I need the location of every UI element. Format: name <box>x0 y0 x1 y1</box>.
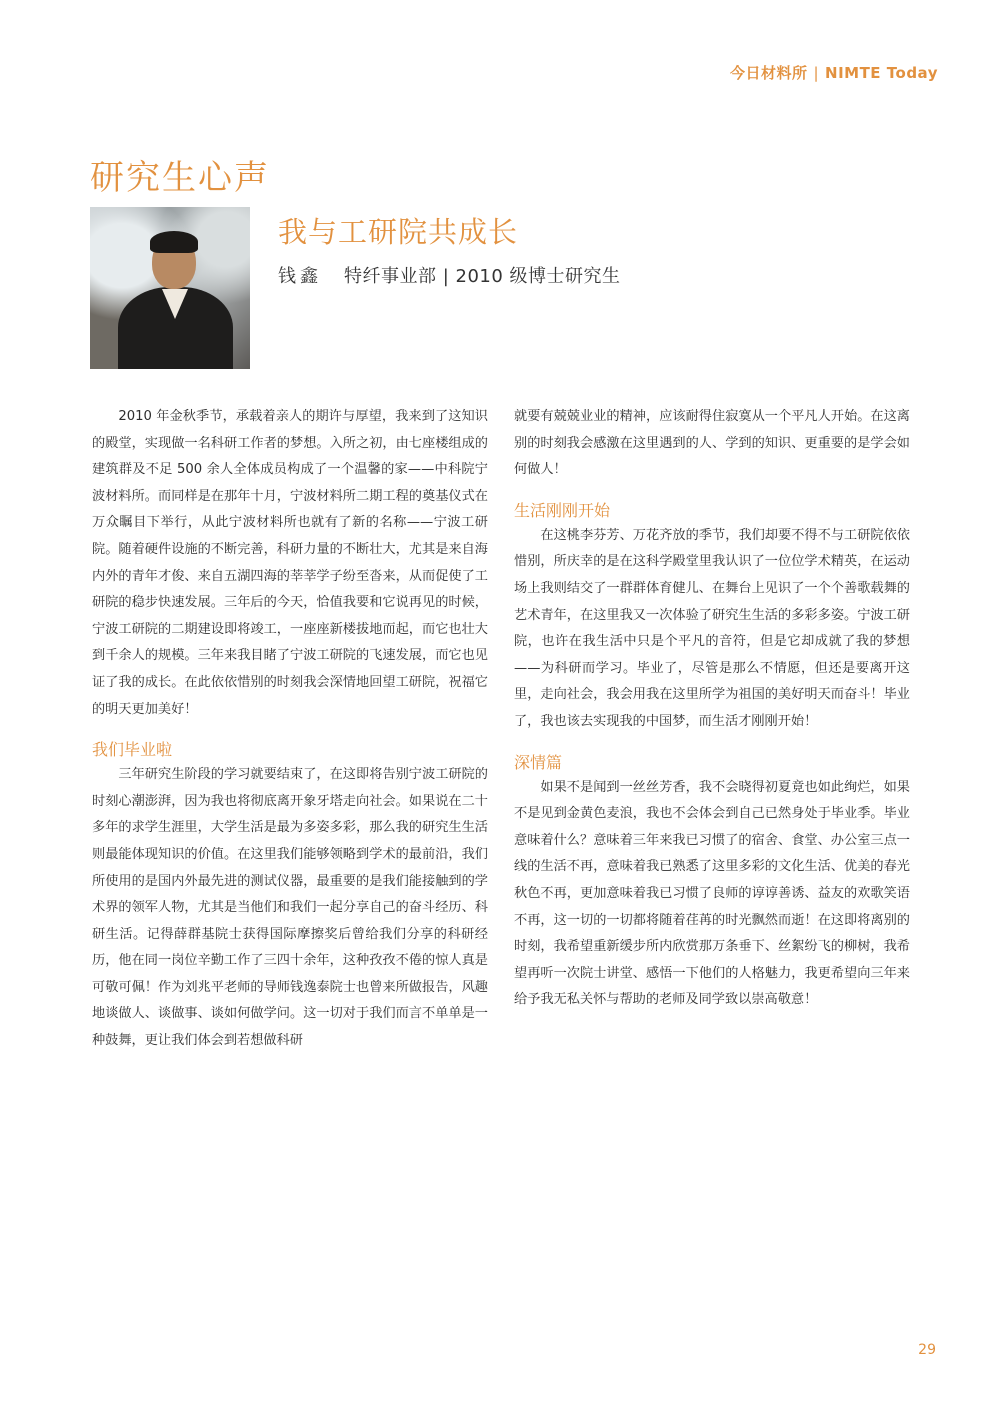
graduation-paragraph: 三年研究生阶段的学习就要结束了，在这即将告别宁波工研院的时刻心潮澎湃，因为我也将彻底离开象牙塔走向社会。如果说在二十多年的求学生涯里，大学生活是最为多姿多彩，那么我的研究生生活则最能体现知识的价值。在这里我们能够领略到学术的最前沿，我们所使用的是国内外最先进的测试仪器，最重要的是我们能接触到的学术界的领军人物，尤其是当他们和我们一起分享自己的奋斗经历、科研生活。记得薛群基院士获得国际摩擦奖后曾给我们分享的科研经历，他在同一岗位辛勤工作了三四十余年，这种孜孜不倦的惊人真是可敬可佩！作为刘兆平老师的导师钱逸泰院士也曾来所做报告，风趣地谈做人、谈做事、谈如何做学问。这一切对于我们而言不单单是一种鼓舞，更让我们体会到若想做科研 <box>92 767 488 1049</box>
author-affiliation: 特纤事业部 | 2010 级博士研究生 <box>344 266 621 287</box>
left-column <box>92 404 488 1055</box>
section-title: 研究生心声 <box>90 158 270 198</box>
article-title: 我与工研院共成长 <box>278 215 519 249</box>
intro-paragraph: 2010 年金秋季节，承载着亲人的期许与厚望，我来到了这知识的殿堂，实现做一名科研工作者的梦想。入所之初，由七座楼组成的建筑群及不足 500 余人全体成员构成了一个温馨的家——中科院宁波材料所。而同样是在那年十月，宁波材料所二期工程的奠基仪式在万众瞩目下举行，从此宁波材料所也就有了新的名称——宁波工研院。随着硬件设施的不断完善，科研力量的不断壮大，尤其是来自海内外的青年才俊、来自五湖四海的莘莘学子纷至沓来，从而促使了工研院的稳步快速发展。三年后的今天，恰值我要和它说再见的时候，宁波工研院的二期建设即将竣工，一座座新楼拔地而起，而它也壮大到千余人的规模。三年来我目睹了宁波工研院的飞速发展，而它也见证了我的成长。在此依依惜别的时刻我会深情地回望工研院，祝福它的明天更加美好！ <box>92 409 488 717</box>
subheading-life-begins: 生活刚刚开始 <box>514 500 611 520</box>
header-left: 今日材料所 <box>729 64 808 82</box>
header-right: NIMTE Today <box>825 64 938 82</box>
continuation-paragraph: 就要有兢兢业业的精神，应该耐得住寂寞从一个平凡人开始。在这离别的时刻我会感激在这里遇到的人、学到的知识、更重要的是学会如何做人！ <box>514 409 910 478</box>
running-header <box>730 62 938 83</box>
author-name: 钱鑫 <box>278 266 322 287</box>
header-separator: | <box>813 64 820 82</box>
feelings-paragraph: 如果不是闻到一丝丝芳香，我不会晓得初夏竟也如此绚烂，如果不是见到金黄色麦浪，我也不会体会到自己已然身处于毕业季。毕业意味着什么？意味着三年来我已习惯了的宿舍、食堂、办公室三点一线的生活不再，意味着我已熟悉了这里多彩的文化生活、优美的春光秋色不再，更加意味着我已习惯了良师的谆谆善诱、益友的欢歌笑语不再，这一切的一切都将随着荏苒的时光飘然而逝！在这即将离别的时刻，我希望重新缓步所内欣赏那万条垂下、丝絮纷飞的柳树，我希望再听一次院士讲堂、感悟一下他们的人格魅力，我更希望向三年来给予我无私关怀与帮助的老师及同学致以崇高敬意！ <box>514 779 910 1008</box>
page-number: 29 <box>918 1342 936 1358</box>
author-photo <box>90 207 250 369</box>
byline <box>278 262 621 288</box>
life-paragraph: 在这桃李芬芳、万花齐放的季节，我们却要不得不与工研院依依惜别，所庆幸的是在这科学殿堂里我认识了一位位学术精英，在运动场上我则结交了一群群体育健儿、在舞台上见识了一个个善歌载舞的艺术青年，在这里我又一次体验了研究生生活的多彩多姿。宁波工研院，也许在我生活中只是个平凡的音符，但是它却成就了我的梦想——为科研而学习。毕业了，尽管是那么不情愿，但还是要离开这里，走向社会，我会用我在这里所学为祖国的美好明天而奋斗！毕业了，我也该去实现我的中国梦，而生活才刚刚开始！ <box>514 527 910 729</box>
subheading-graduation: 我们毕业啦 <box>92 740 173 760</box>
right-column <box>514 404 910 1014</box>
subheading-deep-feelings: 深情篇 <box>514 752 563 772</box>
